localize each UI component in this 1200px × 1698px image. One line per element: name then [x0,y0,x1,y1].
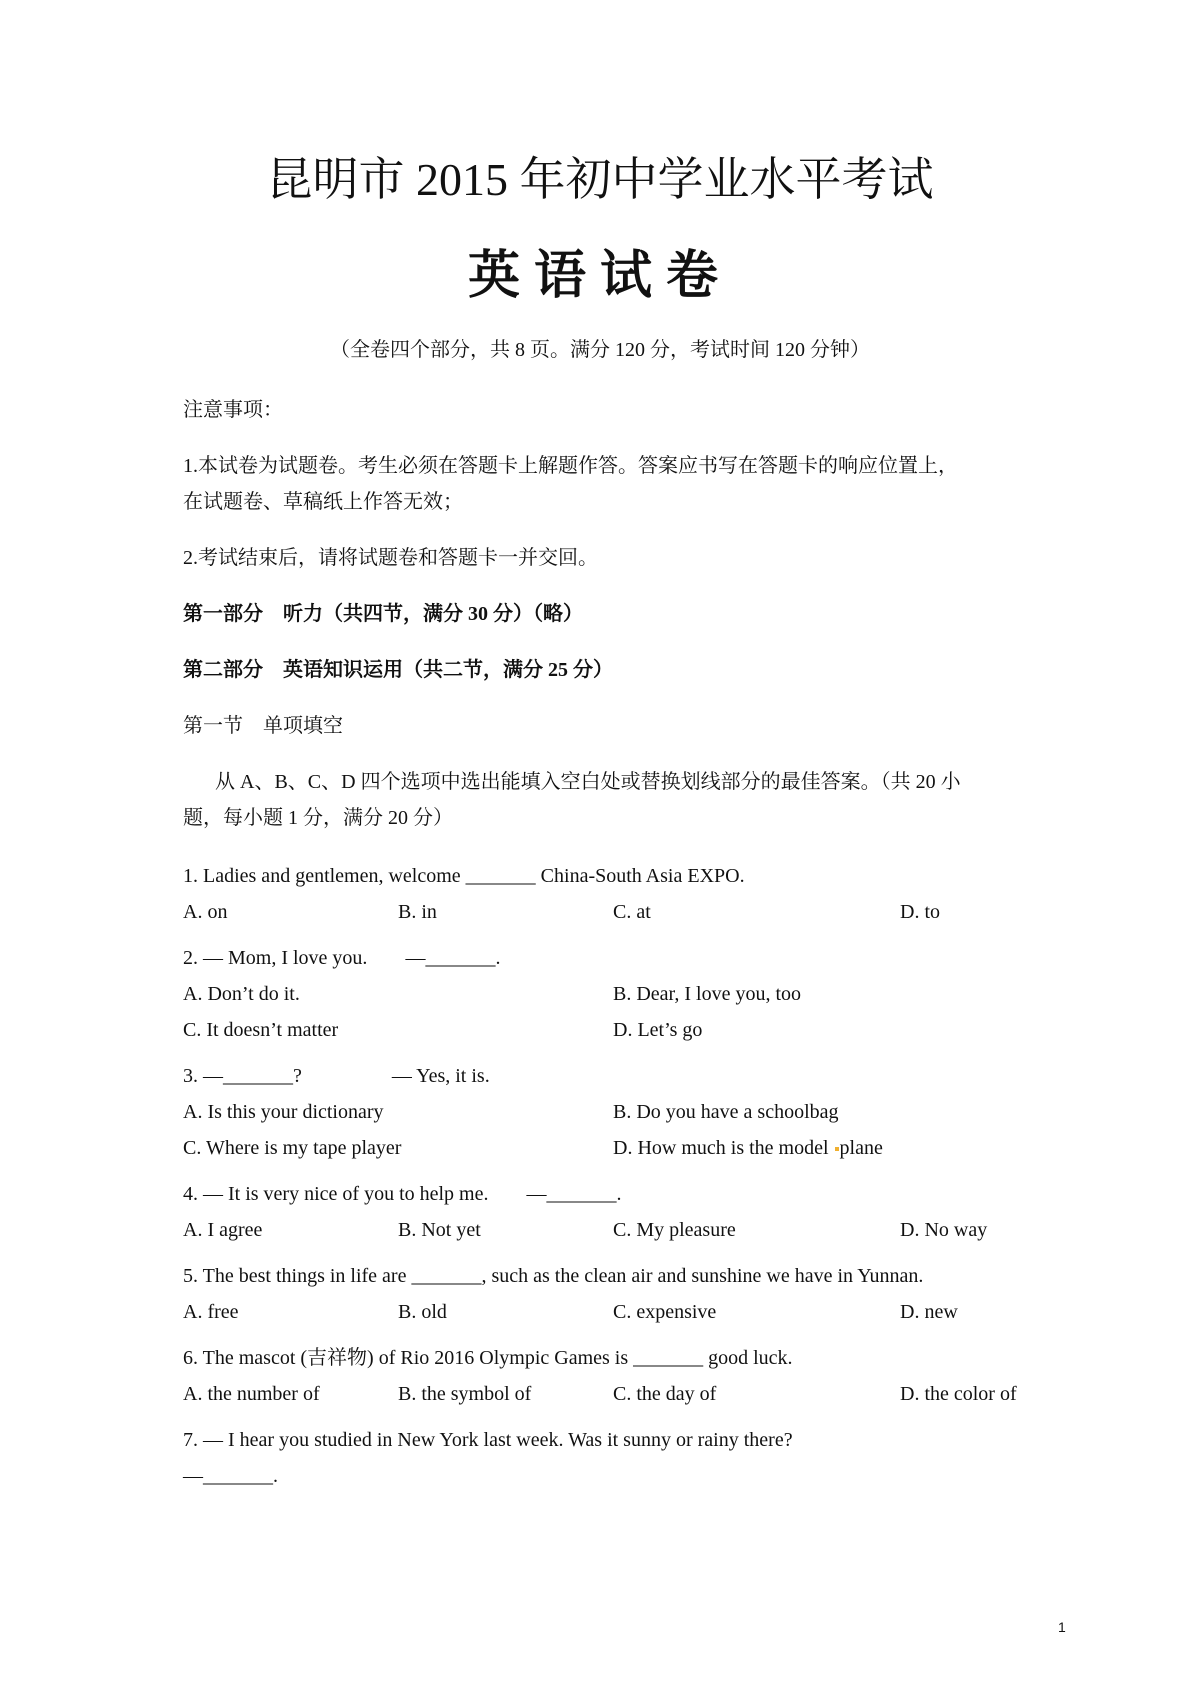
question-6-option-c: C. the day of [613,1383,717,1405]
question-7-answer-blank: —_______. [183,1465,278,1487]
question-2-option-a: A. Don’t do it. [183,983,300,1005]
question-6-option-b: B. the symbol of [398,1383,532,1405]
question-3-prompt-blank: 3. —_______? [183,1065,302,1087]
exam-note: （全卷四个部分，共 8 页。满分 120 分，考试时间 120 分钟） [330,339,870,361]
question-1-stem: 1. Ladies and gentlemen, welcome _______ China-South Asia EXPO. [183,865,745,887]
part-1-heading: 第一部分 听力（共四节，满分 30 分）（略） [183,603,583,625]
section-1-heading: 第一节 单项填空 [183,715,343,737]
directions-line-1: 从 A、B、C、D 四个选项中选出能填入空白处或替换划线部分的最佳答案。（共 20 小 [215,771,961,793]
question-1-option-a: A. on [183,901,228,923]
question-6-stem: 6. The mascot (吉祥物) of Rio 2016 Olympic Games is _______ good luck. [183,1347,793,1369]
question-3-option-d [613,1134,883,1162]
page-number: 1 [1058,1619,1066,1635]
directions-line-2: 题，每小题 1 分，满分 20 分） [183,807,453,829]
question-2-option-b: B. Dear, I love you, too [613,983,802,1005]
highlight-mark-icon [835,1147,839,1151]
question-4-option-c: C. My pleasure [613,1219,736,1241]
question-6-option-d: D. the color of [900,1383,1017,1405]
instructions-heading: 注意事项： [183,399,283,421]
question-2-prompt: 2. — Mom, I love you. [183,947,368,969]
question-4-option-d: D. No way [900,1219,988,1241]
question-2-stem [183,944,500,972]
question-5-option-c: C. expensive [613,1301,717,1323]
question-1-option-b: B. in [398,901,437,923]
instruction-item-1-line-1: 1.本试卷为试题卷。考生必须在答题卡上解题作答。答案应书写在答题卡的响应位置上， [183,455,958,477]
question-4-prompt: 4. — It is very nice of you to help me. [183,1183,489,1205]
exam-subtitle: 英语试卷 [467,248,732,305]
instruction-item-2: 2.考试结束后，请将试题卷和答题卡一并交回。 [183,547,598,569]
exam-title: 昆明市 2015 年初中学业水平考试 [266,154,934,205]
instruction-item-1-line-2: 在试题卷、草稿纸上作答无效； [183,491,463,513]
question-4-option-a: A. I agree [183,1219,263,1241]
question-3-response: — Yes, it is. [391,1065,490,1087]
question-1-option-d: D. to [900,901,940,923]
part-2-heading: 第二部分 英语知识运用（共二节，满分 25 分） [183,659,613,681]
question-4-option-b: B. Not yet [398,1219,481,1241]
question-3-option-a: A. Is this your dictionary [183,1101,384,1123]
question-5-option-b: B. old [398,1301,447,1323]
question-5-option-a: A. free [183,1301,239,1323]
question-3-option-c: C. Where is my tape player [183,1137,402,1159]
question-4-stem [183,1180,622,1208]
question-5-option-d: D. new [900,1301,958,1323]
question-6-option-a: A. the number of [183,1383,320,1405]
question-2-option-d: D. Let’s go [613,1019,703,1041]
question-4-response-blank: —_______. [526,1183,622,1205]
question-5-stem: 5. The best things in life are _______, such as the clean air and sunshine we have in Yunnan. [183,1265,924,1287]
question-3-stem [183,1062,490,1090]
question-3-option-b: B. Do you have a schoolbag [613,1101,839,1123]
question-1-option-c: C. at [613,901,651,923]
question-7-stem: 7. — I hear you studied in New York last week. Was it sunny or rainy there? [183,1429,793,1451]
question-3-option-d-text: D. How much is the model [613,1137,829,1159]
question-3-option-d-tail: plane [839,1137,883,1159]
question-2-response-blank: —_______. [405,947,501,969]
question-2-option-c: C. It doesn’t matter [183,1019,339,1041]
